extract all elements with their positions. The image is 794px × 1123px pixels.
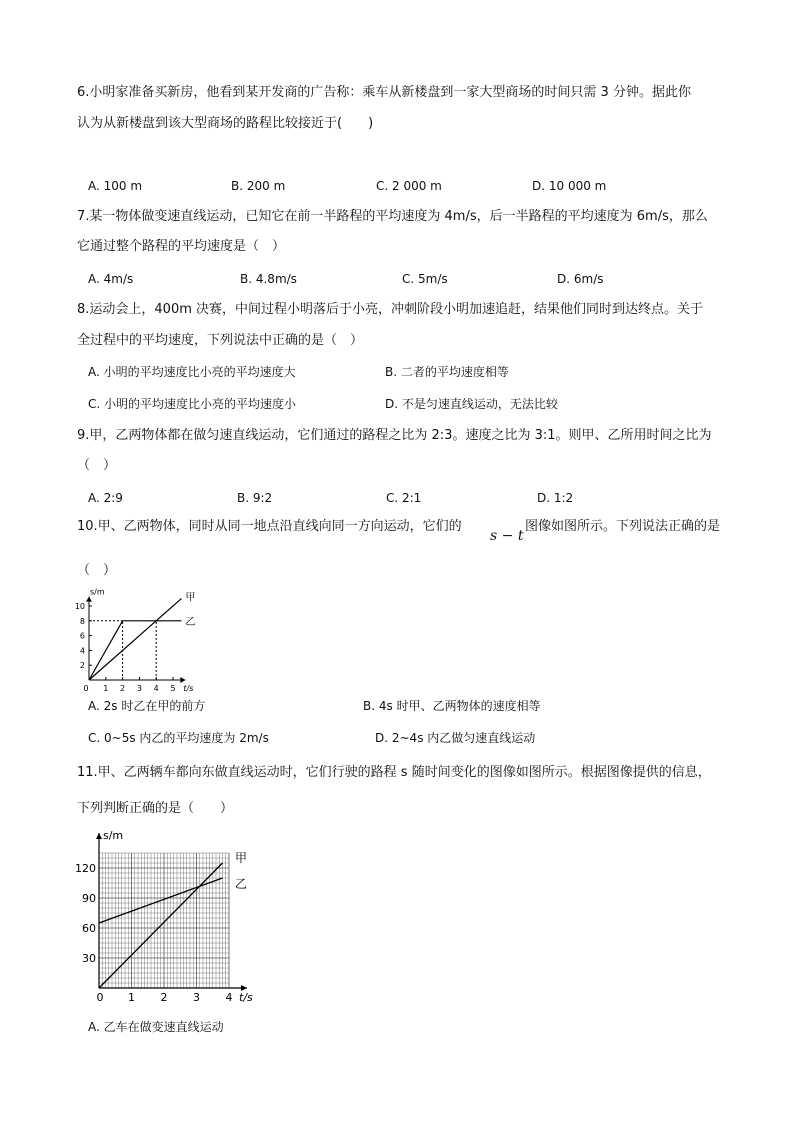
q7-option-b[interactable]: B. 4.8m/s: [240, 272, 297, 286]
q7-option-a[interactable]: A. 4m/s: [88, 272, 134, 286]
y-tick-label: 4: [79, 646, 85, 656]
x-tick-label: 0: [96, 991, 104, 1004]
q9-stem-line1: 9.甲，乙两物体都在做匀速直线运动，它们通过的路程之比为 2:3。速度之比为 3:1。则甲、乙所用时间之比为: [77, 428, 712, 443]
q9-stem-line2: （ ）: [77, 458, 117, 473]
series-label-jia: 甲: [185, 592, 196, 604]
q10-option-c[interactable]: C. 0~5s 内乙的平均速度为 2m/s: [88, 731, 269, 745]
q6-option-d[interactable]: D. 10 000 m: [532, 179, 607, 193]
x-axis-label: t/s: [183, 684, 194, 693]
series-label-yi: 乙: [185, 616, 196, 628]
q8-option-d[interactable]: D. 不是匀速直线运动，无法比较: [385, 397, 558, 411]
q6-option-a[interactable]: A. 100 m: [88, 179, 143, 193]
x-tick-label: 2: [160, 991, 168, 1004]
x-tick-label: 1: [103, 684, 109, 693]
q10-option-b[interactable]: B. 4s 时甲、乙两物体的速度相等: [363, 699, 541, 713]
q8-stem-line1: 8.运动会上，400m 决赛，中间过程小明落后于小亮，冲刺阶段小明加速追赶，结果他们同时到达终点。关于: [77, 302, 704, 317]
q9-option-d[interactable]: D. 1:2: [537, 491, 574, 505]
q6-stem-line2: 认为从新楼盘到该大型商场的路程比较接近于( ): [77, 116, 374, 131]
q11-stem-line2: 下列判断正确的是（ ）: [77, 801, 234, 816]
q10-math-st: s − t: [490, 528, 524, 544]
y-tick-label: 90: [82, 892, 96, 905]
x-axis-label: t/s: [239, 991, 253, 1004]
x-tick-label: 2: [120, 684, 126, 693]
q7-option-c[interactable]: C. 5m/s: [402, 272, 448, 286]
y-axis-arrow: [96, 833, 102, 839]
q10-option-a[interactable]: A. 2s 时乙在甲的前方: [88, 699, 206, 713]
q7-stem-line2: 它通过整个路程的平均速度是（ ）: [77, 239, 286, 254]
q6-option-b[interactable]: B. 200 m: [231, 179, 286, 193]
q9-option-a[interactable]: A. 2:9: [88, 491, 123, 505]
q11-stem-line1: 11.甲、乙两辆车都向东做直线运动时，它们行驶的路程 s 随时间变化的图像如图所示。根据图像提供的信息，: [77, 765, 711, 780]
q8-option-c[interactable]: C. 小明的平均速度比小亮的平均速度小: [88, 397, 297, 411]
q10-stem-line1: 10.甲、乙两物体，同时从同一地点沿直线向同一方向运动，它们的: [77, 519, 462, 534]
series-label-yi: 乙: [235, 877, 248, 891]
y-tick-label: 10: [74, 602, 85, 611]
q8-option-b[interactable]: B. 二者的平均速度相等: [385, 365, 509, 379]
q10-option-d[interactable]: D. 2~4s 内乙做匀速直线运动: [375, 731, 536, 745]
q9-option-b[interactable]: B. 9:2: [237, 491, 273, 505]
q10-stem-line1b: 图像如图所示。下列说法正确的是: [525, 519, 721, 534]
y-tick-label: 30: [82, 952, 96, 965]
y-tick-label: 60: [82, 922, 96, 935]
x-tick-label: 3: [136, 684, 142, 693]
q9-option-c[interactable]: C. 2:1: [386, 491, 422, 505]
q6-option-c[interactable]: C. 2 000 m: [376, 179, 442, 193]
x-tick-label: 5: [170, 684, 176, 693]
y-tick-label: 6: [79, 631, 85, 641]
q11-option-a[interactable]: A. 乙车在做变速直线运动: [88, 1020, 224, 1034]
series-label-jia: 甲: [235, 851, 248, 865]
q8-stem-line2: 全过程中的平均速度，下列说法中正确的是（ ）: [77, 333, 364, 348]
x-tick-label: 4: [225, 991, 233, 1004]
x-tick-label: 1: [128, 991, 135, 1004]
y-axis-label: s/m: [103, 829, 124, 842]
q10-stem-line2: （ ）: [77, 563, 117, 578]
y-tick-label: 2: [79, 661, 85, 671]
q7-stem-line1: 7.某一物体做变速直线运动，已知它在前一半路程的平均速度为 4m/s，后一半路程的平均速度为 6m/s，那么: [77, 209, 708, 224]
q7-option-d[interactable]: D. 6m/s: [557, 272, 604, 286]
x-tick-label: 4: [153, 684, 159, 693]
y-tick-label: 8: [79, 616, 85, 626]
q6-stem-line1: 6.小明家准备买新房，他看到某开发商的广告称：乘车从新楼盘到一家大型商场的时间只需 3 分钟。据此你: [77, 85, 691, 100]
x-tick-label: 3: [193, 991, 200, 1004]
q8-option-a[interactable]: A. 小明的平均速度比小亮的平均速度大: [88, 365, 296, 379]
y-tick-label: 120: [75, 862, 96, 875]
x-tick-label: 0: [83, 684, 89, 693]
y-axis-label: s/m: [90, 587, 105, 597]
